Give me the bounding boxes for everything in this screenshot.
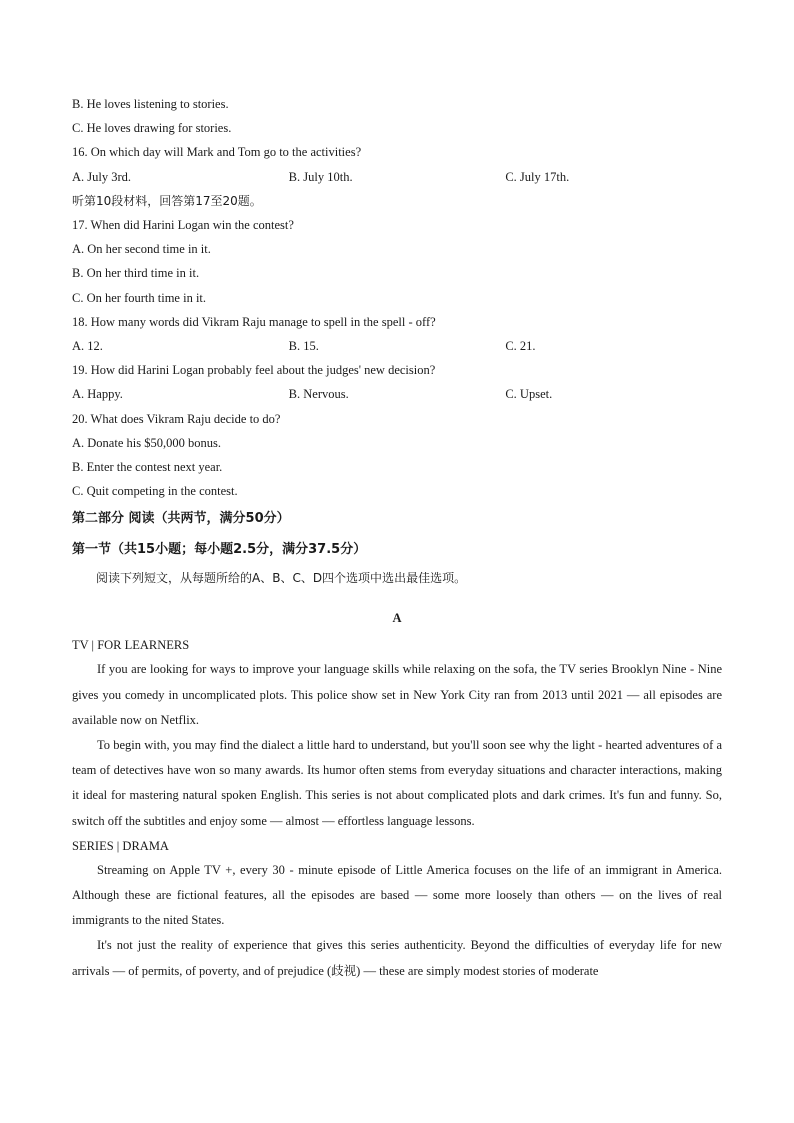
q19-stem: 19. How did Harini Logan probably feel about the judges' new decision? (72, 363, 436, 378)
q19-option-b: B. Nervous. (288, 387, 349, 402)
q18-option-b: B. 15. (288, 339, 319, 354)
section-tv-heading: TV | FOR LEARNERS (72, 638, 190, 653)
listening-instruction: 听第10段材料，回答第17至20题。 (72, 193, 262, 208)
series-paragraph-1: Streaming on Apple TV +, every 30 - minute episode of Little America focuses on the life of an immigrant in America. Although these are fictional features, all the episodes are based — some more loosely than others — on the lives of real immigrants to the nited States. (72, 862, 722, 928)
document-page (72, 92, 722, 984)
tv-paragraph-2: To begin with, you may find the dialect a little hard to understand, but you'll soon see why the light - hearted adventures of a team of detectives have won so many awards. Its humor often stems from everyday situations and character interactions, making it ideal for mastering natural spoken English. This series is not about complicated plots and dark crimes. It's fun and funny. So, switch off the subtitles and enjoy some — almost — effortless language lessons. (72, 738, 722, 828)
tv-paragraph-1: If you are looking for ways to improve your language skills while relaxing on the sofa, the TV series Brooklyn Nine - Nine gives you comedy in uncomplicated plots. This police show set in New York City ran from 2013 until 2021 — all episodes are available now on Netflix. (72, 662, 722, 727)
q18-stem: 18. How many words did Vikram Raju manage to spell in the spell - off? (72, 314, 436, 329)
q20-stem: 20. What does Vikram Raju decide to do? (72, 411, 281, 426)
q19-options (72, 382, 722, 406)
reading-instruction: 阅读下列短文，从每题所给的A、B、C、D四个选项中选出最佳选项。 (96, 571, 467, 586)
q15-option-b: B. He loves listening to stories. (72, 97, 229, 111)
q16-options (72, 165, 722, 189)
section1-heading: 第一节（共15小题；每小题2.5分，满分37.5分） (72, 542, 367, 558)
series-paragraph-2: It's not just the reality of experience that gives this series authenticity. Beyond the difficulties of everyday life for new arrivals — of permits, of poverty, and of prejudice (歧视) — these are simply modest stories of moderate (72, 938, 722, 978)
q18-options (72, 334, 722, 358)
q16-option-c: C. July 17th. (505, 169, 570, 184)
q17-stem: 17. When did Harini Logan win the contest? (72, 218, 294, 233)
q17-option-a: A. On her second time in it. (72, 242, 211, 257)
q17-option-c: C. On her fourth time in it. (72, 290, 207, 305)
q20-option-b: B. Enter the contest next year. (72, 460, 223, 475)
q20-option-c: C. Quit competing in the contest. (72, 484, 238, 499)
q15-option-c: C. He loves drawing for stories. (72, 121, 232, 136)
q16-option-a: A. July 3rd. (72, 169, 132, 184)
q17-option-b: B. On her third time in it. (72, 266, 200, 281)
passage-label: A (392, 611, 402, 626)
q16-stem: 16. On which day will Mark and Tom go to the activities? (72, 145, 362, 160)
q16-option-b: B. July 10th. (288, 169, 353, 184)
q20-option-a: A. Donate his $50,000 bonus. (72, 435, 221, 450)
part2-heading: 第二部分 阅读（共两节，满分50分） (72, 511, 290, 527)
q18-option-c: C. 21. (505, 339, 536, 354)
section-series-heading: SERIES | DRAMA (72, 838, 169, 853)
q19-option-c: C. Upset. (505, 387, 553, 402)
q18-option-a: A. 12. (72, 339, 103, 354)
q19-option-a: A. Happy. (72, 387, 123, 402)
